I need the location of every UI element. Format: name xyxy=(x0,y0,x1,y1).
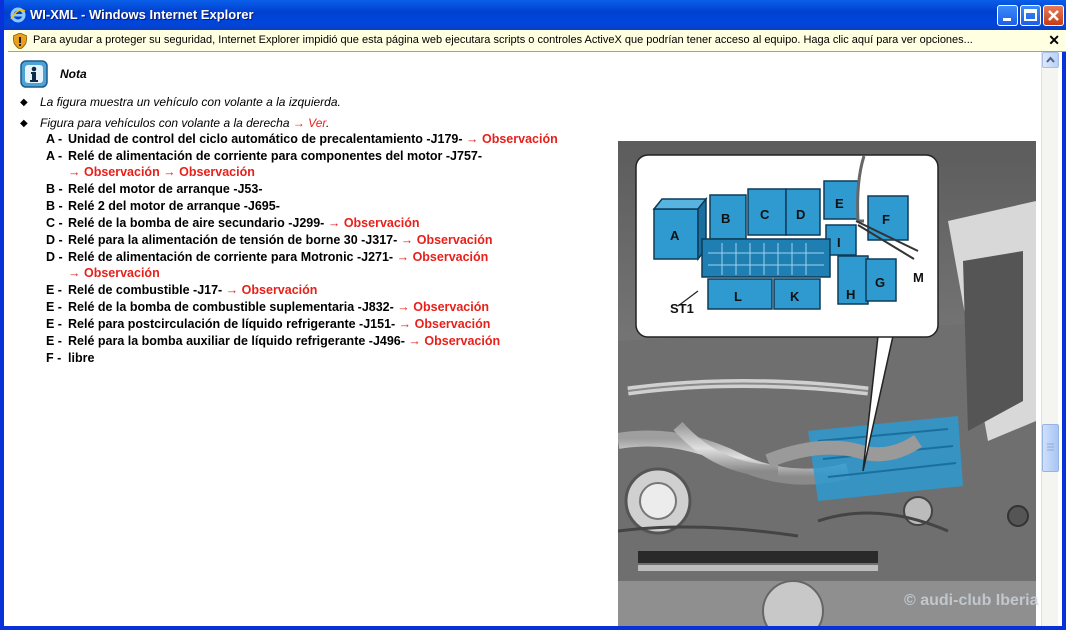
observacion-link[interactable]: → Observación xyxy=(225,283,318,297)
item-letter: D - xyxy=(46,250,63,264)
item-text: libre xyxy=(68,351,95,365)
item-row xyxy=(46,283,317,297)
label-F: F xyxy=(882,212,890,227)
item-letter: E - xyxy=(46,334,62,348)
item-row xyxy=(46,317,490,331)
item-letter: D - xyxy=(46,233,63,247)
item-text: Relé 2 del motor de arranque -J695- xyxy=(68,199,280,213)
observacion-link[interactable]: → Observación xyxy=(396,250,489,264)
bullet-2-end: . xyxy=(325,116,330,130)
minimize-icon xyxy=(998,6,1017,25)
security-information-bar[interactable] xyxy=(8,30,1066,52)
item-letter: C - xyxy=(46,216,63,230)
item-letter: A - xyxy=(46,132,63,146)
note-title: Nota xyxy=(60,67,87,81)
engine-bay-relay-figure xyxy=(618,141,1039,626)
observacion-link[interactable]: → Observación xyxy=(68,266,160,280)
label-E: E xyxy=(835,196,844,211)
observacion-link[interactable]: → Observación xyxy=(400,233,493,247)
item-text: Relé de la bomba de combustible suplementaria -J832- xyxy=(68,300,394,314)
item-letter: E - xyxy=(46,317,62,331)
item-row xyxy=(46,250,488,264)
item-row xyxy=(46,216,420,230)
item-row xyxy=(46,351,94,365)
title-bar[interactable] xyxy=(4,0,1066,30)
item-letter: B - xyxy=(46,199,63,213)
item-letter: E - xyxy=(46,283,62,297)
item-text: Relé para postcirculación de líquido refrigerante -J151- xyxy=(68,317,396,331)
bullet-diamond-icon: ◆ xyxy=(20,97,28,108)
note-bullet-2 xyxy=(40,116,329,130)
observacion-link[interactable]: → Observación xyxy=(327,216,420,230)
label-ST1: ST1 xyxy=(670,301,694,316)
item-letter: B - xyxy=(46,182,63,196)
label-C: C xyxy=(760,207,770,222)
item-row xyxy=(46,233,492,247)
label-L: L xyxy=(734,289,742,304)
label-G: G xyxy=(875,275,886,290)
observacion-link[interactable]: → Observación xyxy=(466,132,558,146)
item-text: Relé de alimentación de corriente para componentes del motor -J757- xyxy=(68,149,483,163)
item-text: Relé de combustible -J17- xyxy=(68,283,223,297)
bullet-diamond-icon: ◆ xyxy=(20,118,28,129)
observacion-link[interactable]: → Observación xyxy=(398,317,491,331)
item-row xyxy=(46,300,489,314)
item-text: Relé de alimentación de corriente para Motronic -J271- xyxy=(68,250,394,264)
label-A: A xyxy=(670,228,680,243)
item-letter: A - xyxy=(46,149,63,163)
note-bullet-1: La figura muestra un vehículo con volante a la izquierda. xyxy=(40,95,341,109)
observacion-link[interactable]: → Observación xyxy=(397,300,489,314)
internet-explorer-icon xyxy=(10,7,26,23)
ver-link[interactable]: → Ver xyxy=(292,116,326,130)
infobar-message: Para ayudar a proteger su seguridad, Internet Explorer impidió que esta página web ejecutara scripts o controles ActiveX que podrían tener acceso al equipo. Haga clic aquí para ver opciones... xyxy=(33,34,973,46)
label-K: K xyxy=(790,289,800,304)
label-D: D xyxy=(796,207,806,222)
minimize-button[interactable] xyxy=(997,5,1018,26)
item-letter: F - xyxy=(46,351,62,365)
scroll-thumb[interactable] xyxy=(1042,424,1059,472)
item-text: Unidad de control del ciclo automático de precalentamiento -J179- xyxy=(68,132,463,146)
maximize-icon xyxy=(1021,6,1040,25)
label-B: B xyxy=(721,211,731,226)
item-text: Relé para la bomba auxiliar de líquido refrigerante -J496- xyxy=(68,334,405,348)
observacion-link[interactable]: → Observación → Observación xyxy=(68,165,255,179)
infobar-close-icon[interactable]: ✕ xyxy=(1048,32,1060,48)
label-M: M xyxy=(913,270,924,285)
note-info-icon xyxy=(20,60,48,88)
window-title: WI-XML - Windows Internet Explorer xyxy=(30,7,254,22)
page-content xyxy=(8,52,1049,626)
label-H: H xyxy=(846,287,856,302)
item-text: Relé para la alimentación de tensión de borne 30 -J317- xyxy=(68,233,398,247)
item-row xyxy=(46,199,280,213)
item-row xyxy=(46,334,500,348)
bullet-2-text: Figura para vehículos con volante a la derecha xyxy=(40,116,290,130)
item-row xyxy=(46,132,558,146)
close-icon xyxy=(1044,6,1063,25)
label-I: I xyxy=(837,235,841,250)
close-button[interactable] xyxy=(1043,5,1064,26)
maximize-button[interactable] xyxy=(1020,5,1041,26)
item-letter: E - xyxy=(46,300,62,314)
vertical-scrollbar[interactable] xyxy=(1041,52,1058,626)
watermark: © audi-club Iberia xyxy=(904,592,1039,609)
item-row xyxy=(46,149,482,163)
observacion-link[interactable]: → Observación xyxy=(408,334,501,348)
item-text: Relé de la bomba de aire secundario -J299- xyxy=(68,216,325,230)
item-text: Relé del motor de arranque -J53- xyxy=(68,182,263,196)
scroll-up-arrow-icon[interactable] xyxy=(1042,52,1059,68)
shield-icon xyxy=(13,33,27,49)
item-row xyxy=(46,182,263,196)
